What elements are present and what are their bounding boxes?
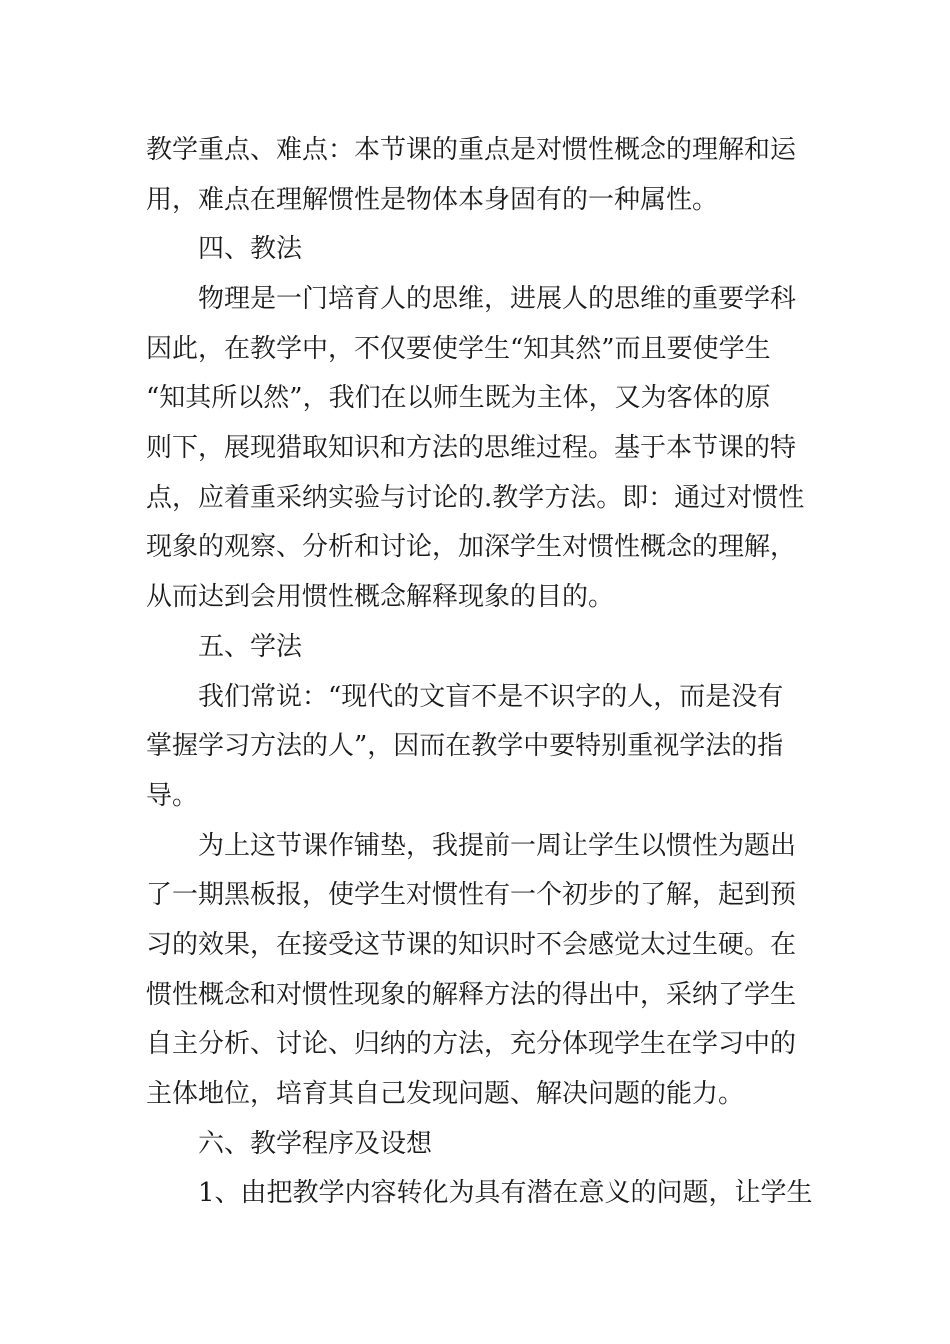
section-heading: 五、学法 — [198, 632, 303, 662]
text-line: 导。 — [146, 781, 199, 811]
text-line: 主体地位，培育其自己发现问题、解决问题的能力。 — [146, 1079, 745, 1109]
section-heading: 四、教法 — [198, 234, 303, 264]
text-line: 用，难点在理解惯性是物体本身固有的一种属性。 — [146, 185, 719, 215]
text-line: 现象的观察、分析和讨论，加深学生对惯性概念的理解， — [146, 532, 797, 562]
text-line: 1、由把教学内容转化为具有潜在意义的问题，让学生 — [198, 1178, 813, 1208]
text-line: 为上这节课作铺垫，我提前一周让学生以惯性为题出 — [198, 831, 797, 861]
text-line: 惯性概念和对惯性现象的解释方法的得出中，采纳了学生 — [146, 980, 797, 1010]
text-line: 我们常说：“现代的文盲不是不识字的人，而是没有 — [198, 682, 784, 712]
text-line: “知其所以然”，我们在以师生既为主体，又为客体的原 — [146, 383, 771, 413]
text-line: 自主分析、讨论、归纳的方法，充分体现学生在学习中的 — [146, 1029, 797, 1059]
text-line: 因此，在教学中，不仅要使学生“知其然”而且要使学生 — [146, 334, 771, 364]
text-line: 了一期黑板报，使学生对惯性有一个初步的了解，起到预 — [146, 880, 797, 910]
text-line: 物理是一门培育人的思维，进展人的思维的重要学科 — [198, 284, 797, 314]
text-line: 则下，展现猎取知识和方法的思维过程。基于本节课的特 — [146, 433, 797, 463]
text-line: 从而达到会用惯性概念解释现象的目的。 — [146, 582, 615, 612]
text-line: 点，应着重采纳实验与讨论的.教学方法。即：通过对惯性 — [146, 483, 805, 513]
text-line: 习的效果，在接受这节课的知识时不会感觉太过生硬。在 — [146, 930, 797, 960]
text-line: 教学重点、难点：本节课的重点是对惯性概念的理解和运 — [146, 135, 797, 165]
section-heading: 六、教学程序及设想 — [198, 1129, 433, 1159]
text-line: 掌握学习方法的人”，因而在教学中要特别重视学法的指 — [146, 731, 784, 761]
